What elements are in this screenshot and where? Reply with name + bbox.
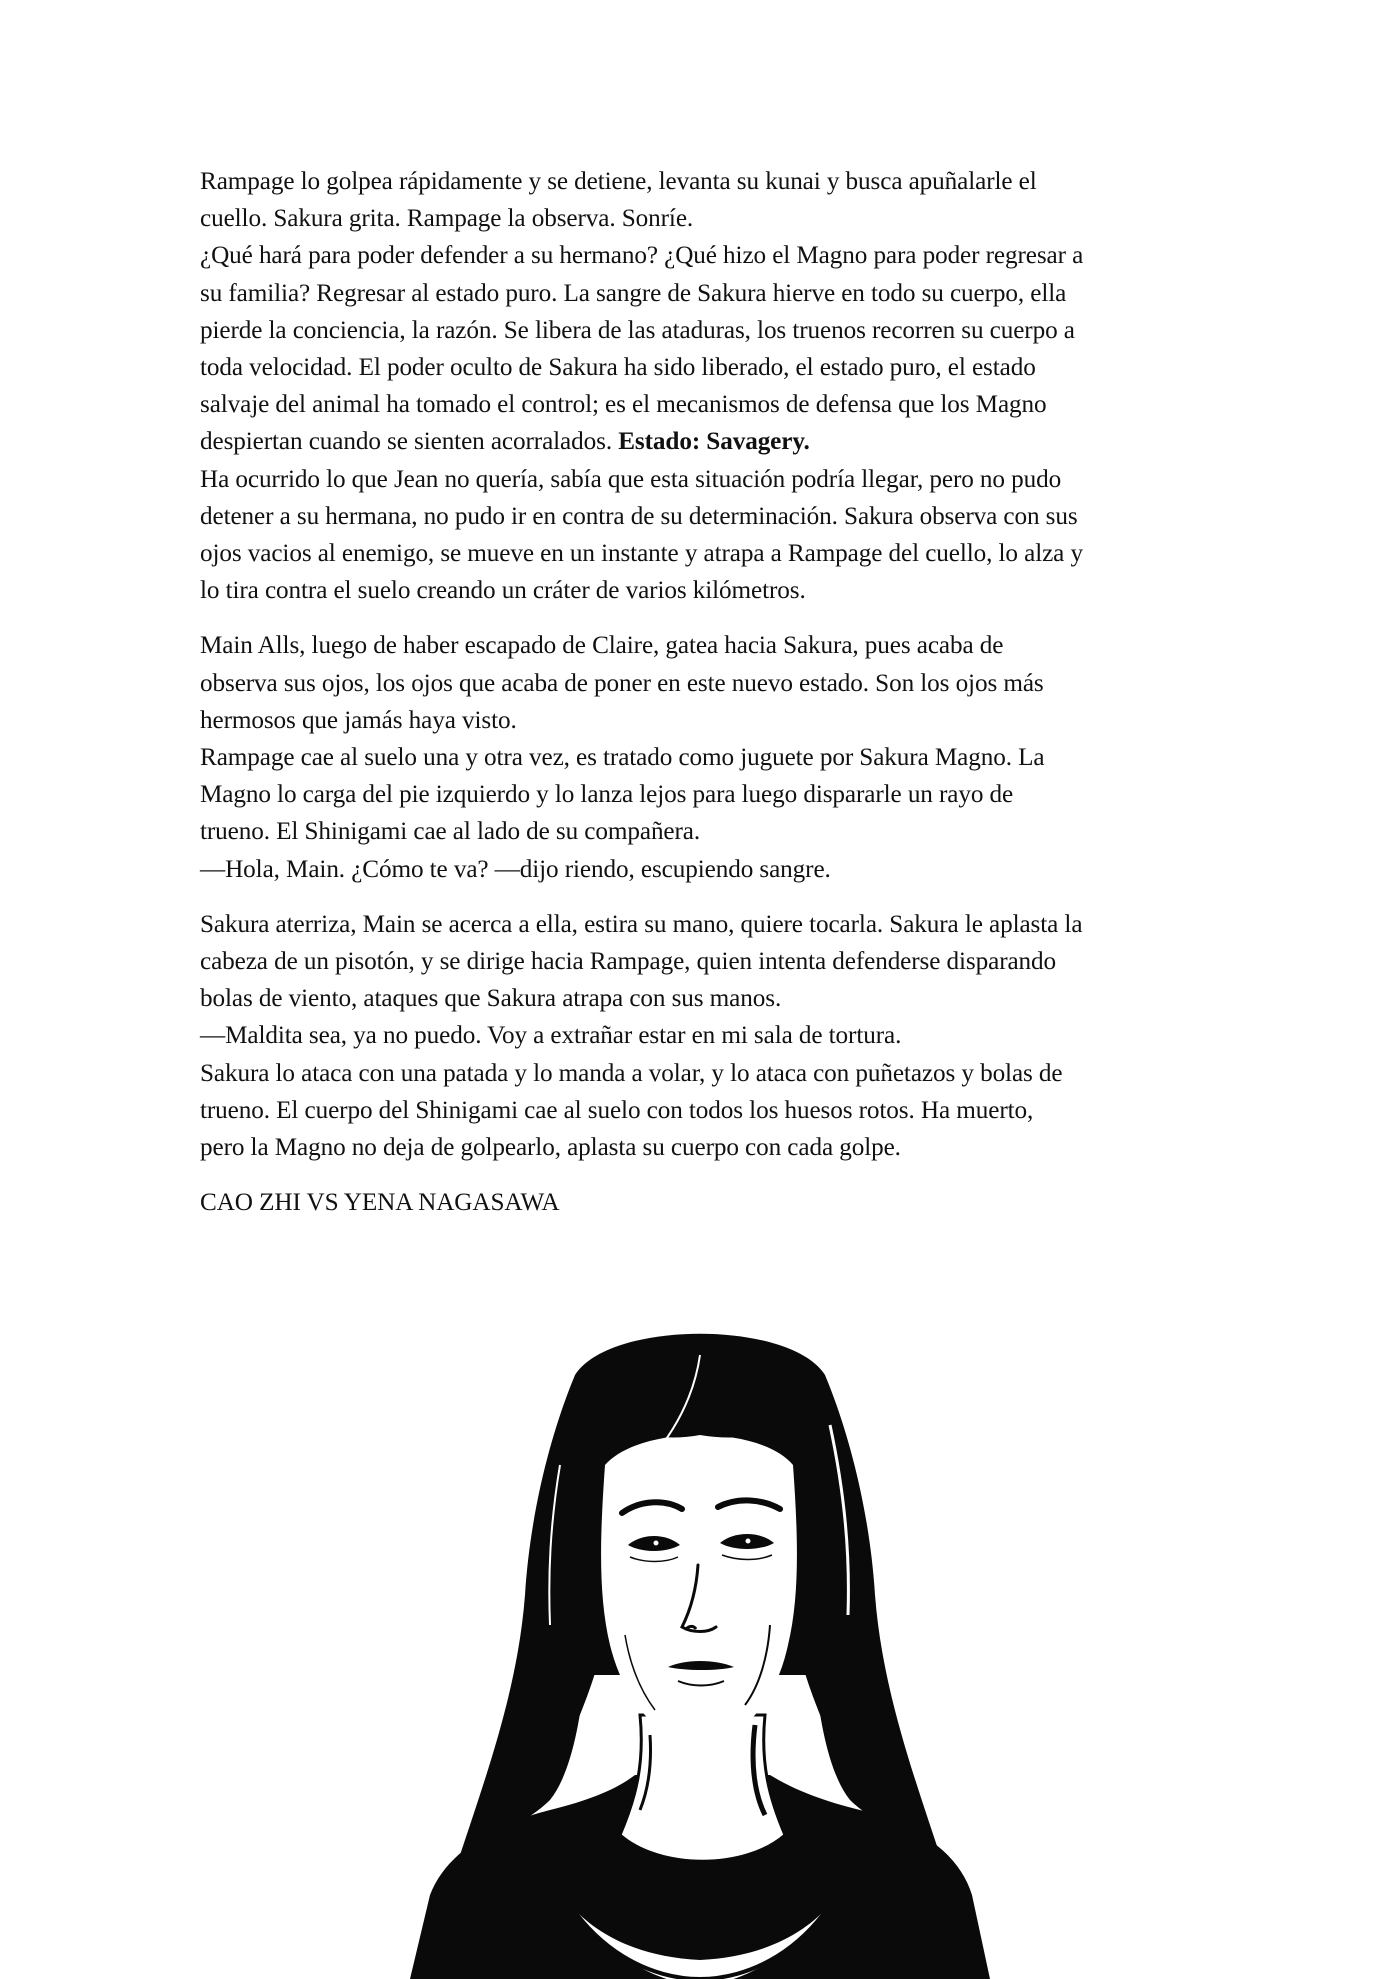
text-line: Sakura aterriza, Main se acerca a ella, estira su mano, quiere tocarla. Sakura le aplasta la — [200, 910, 1083, 938]
text-line: Ha ocurrido lo que Jean no quería, sabía que esta situación podría llegar, pero no pudo — [200, 465, 1062, 493]
text-line: ojos vacios al enemigo, se mueve en un instante y atrapa a Rampage del cuello, lo alza y — [200, 540, 1083, 568]
text-line: trueno. El Shinigami cae al lado de su compañera. — [200, 818, 701, 846]
text-line: trueno. El cuerpo del Shinigami cae al suelo con todos los huesos rotos. Ha muerto, — [200, 1096, 1034, 1124]
chapter-heading: CAO ZHI VS YENA NAGASAWA — [200, 1189, 560, 1217]
face-shape — [601, 1435, 797, 1747]
text-line: lo tira contra el suelo creando un cráter de varios kilómetros. — [200, 577, 806, 605]
text-line: salvaje del animal ha tomado el control; es el mecanismos de defensa que los Magno — [200, 391, 1047, 419]
text-line: Magno lo carga del pie izquierdo y lo lanza lejos para luego dispararle un rayo de — [200, 781, 1014, 809]
text-line: observa sus ojos, los ojos que acaba de poner en este nuevo estado. Son los ojos más — [200, 669, 1044, 697]
paragraph-gap — [200, 609, 1210, 627]
text-line: cuello. Sakura grita. Rampage la observa. Sonríe. — [200, 205, 694, 233]
left-eye-glint — [654, 1541, 659, 1546]
text-line: pero la Magno no deja de golpearlo, aplasta su cuerpo con cada golpe. — [200, 1134, 901, 1162]
text-line: Sakura lo ataca con una patada y lo manda a volar, y lo ataca con puñetazos y bolas de — [200, 1059, 1063, 1087]
text-line: hermosos que jamás haya visto. — [200, 706, 517, 734]
text-line: bolas de viento, ataques que Sakura atrapa con sus manos. — [200, 985, 782, 1013]
paragraph — [200, 461, 1210, 610]
dialogue-line: —Hola, Main. ¿Cómo te va? —dijo riendo, escupiendo sangre. — [200, 855, 831, 883]
paragraph-gap — [200, 888, 1210, 906]
text-line: Rampage lo golpea rápidamente y se detiene, levanta su kunai y busca apuñalarle el — [200, 168, 1037, 195]
body-text — [200, 163, 1210, 1221]
text-line: Main Alls, luego de haber escapado de Claire, gatea hacia Sakura, pues acaba de — [200, 632, 1004, 660]
text-line: ¿Qué hará para poder defender a su hermano? ¿Qué hizo el Magno para poder regresar a — [200, 242, 1084, 270]
text-line: detener a su hermana, no pudo ir en contra de su determinación. Sakura observa con sus — [200, 502, 1078, 530]
dialogue-line: —Maldita sea, ya no puedo. Voy a extrañar estar en mi sala de tortura. — [200, 1022, 902, 1050]
text-line — [200, 423, 1210, 460]
text-line: pierde la conciencia, la razón. Se libera de las ataduras, los truenos recorren su cuerpo a — [200, 316, 1075, 344]
text-fragment: despiertan cuando se sienten acorralados. — [200, 428, 619, 456]
text-line: cabeza de un pisotón, y se dirige hacia Rampage, quien intenta defenderse disparando — [200, 948, 1057, 976]
text-line: su familia? Regresar al estado puro. La sangre de Sakura hierve en todo su cuerpo, ella — [200, 279, 1067, 307]
paragraph — [200, 163, 1210, 461]
text-line: Rampage cae al suelo una y otra vez, es tratado como juguete por Sakura Magno. La — [200, 744, 1045, 772]
portrait-illustration — [400, 1295, 1000, 1979]
right-eye-glint — [746, 1539, 751, 1544]
state-name-bold: Estado: Savagery. — [618, 428, 810, 456]
paragraph — [200, 627, 1210, 887]
paragraph — [200, 906, 1210, 1166]
text-line: toda velocidad. El poder oculto de Sakura ha sido liberado, el estado puro, el estado — [200, 354, 1036, 382]
